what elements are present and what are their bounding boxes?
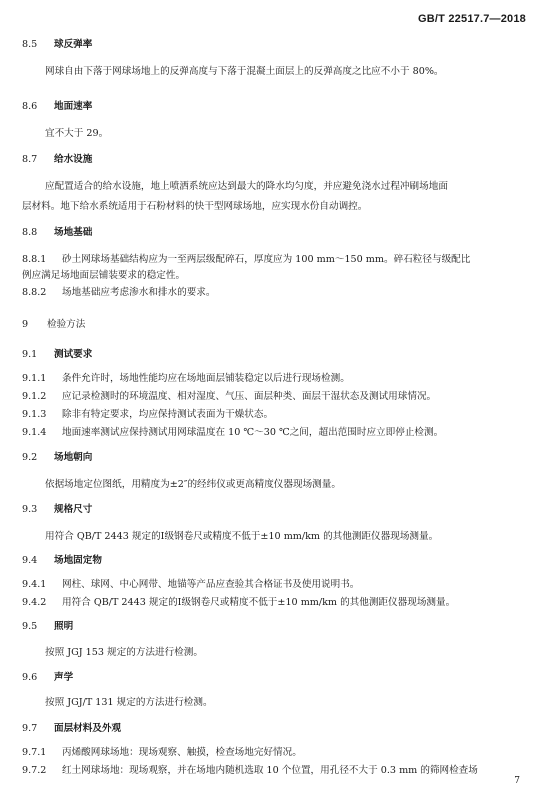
section-title: 场地基础: [54, 227, 93, 238]
section-title: 地面速率: [54, 101, 93, 112]
section-number: 9.5: [22, 621, 38, 632]
paragraph-text: 应配置适合的给水设施，地上喷洒系统应达到最大的降水均匀度，并应避免浇水过程冲刷场地面: [45, 181, 448, 192]
clause-text: 用符合 QB/T 2443 规定的Ⅰ级钢卷尺或精度不低于±10 mm/km 的其他测距仪器现场测量。: [62, 597, 456, 608]
section-number: 9.6: [22, 672, 38, 683]
section-number: 8.6: [22, 101, 38, 112]
chapter-number: 9: [22, 319, 29, 330]
clause-number: 8.8.2: [22, 287, 47, 298]
clause-text: 地面速率测试应保持测试用网球温度在 10 ℃～30 ℃之间，超出范围时应立即停止检测。: [62, 427, 444, 438]
clause-number: 9.7.1: [22, 747, 47, 758]
section-title: 给水设施: [54, 154, 93, 165]
page-number: 7: [514, 776, 520, 786]
section-number: 8.7: [22, 154, 38, 165]
paragraph-text: 按照 JGJ/T 131 规定的方法进行检测。: [45, 697, 213, 708]
paragraph-text: 依据场地定位图纸，用精度为±2″的经纬仪或更高精度仪器现场测量。: [45, 479, 341, 490]
paragraph-text: 网球自由下落于网球场地上的反弹高度与下落于混凝土面层上的反弹高度之比应不小于 80%。: [45, 66, 444, 77]
clause-number: 9.1.3: [22, 409, 47, 420]
paragraph-text: 用符合 QB/T 2443 规定的Ⅰ级钢卷尺或精度不低于±10 mm/km 的其他测距仪器现场测量。: [45, 531, 439, 542]
clause-text: 场地基础应考虑渗水和排水的要求。: [62, 287, 216, 298]
clause-text: 红土网球场地：现场观察，并在场地内随机选取 10 个位置，用孔径不大于 0.3 mm 的筛网检查场: [62, 765, 478, 776]
section-title: 测试要求: [54, 349, 93, 360]
section-title: 球反弹率: [54, 39, 93, 50]
chapter-title: 检验方法: [47, 319, 86, 330]
section-number: 9.1: [22, 349, 38, 360]
section-title: 场地固定物: [54, 555, 102, 566]
section-number: 8.5: [22, 39, 38, 50]
clause-number: 9.1.1: [22, 373, 47, 384]
clause-number: 9.7.2: [22, 765, 47, 776]
clause-text: 除非有特定要求，均应保持测试表面为干燥状态。: [62, 409, 274, 420]
section-title: 规格尺寸: [54, 504, 93, 515]
section-title: 照明: [54, 621, 74, 632]
clause-text: 应记录检测时的环境温度、相对湿度、气压、面层种类、面层干湿状态及测试用球情况。: [62, 391, 437, 402]
section-number: 9.7: [22, 723, 38, 734]
clause-number: 9.1.2: [22, 391, 47, 402]
clause-text: 网柱、球网、中心网带、地锚等产品应查验其合格证书及使用说明书。: [62, 579, 360, 590]
clause-number: 9.4.2: [22, 597, 47, 608]
clause-text: 丙烯酸网球场地：现场观察、触摸，检查场地完好情况。: [62, 747, 302, 758]
section-number: 8.8: [22, 227, 38, 238]
clause-number: 8.8.1: [22, 254, 47, 265]
page-header: GB/T 22517.7—2018: [418, 13, 526, 25]
clause-text: 砂土网球场基础结构应为一至两层级配碎石，厚度应为 100 mm～150 mm。碎石粒径与级配比: [62, 254, 471, 265]
clause-number: 9.4.1: [22, 579, 47, 590]
paragraph-text: 例应满足场地面层铺装要求的稳定性。: [22, 270, 186, 281]
paragraph-text: 宜不大于 29。: [45, 128, 109, 139]
section-number: 9.4: [22, 555, 38, 566]
paragraph-text: 层材料。地下给水系统适用于石粉材料的快干型网球场地，应实现水份自动调控。: [22, 201, 368, 212]
section-title: 场地朝向: [54, 452, 93, 463]
section-title: 面层材料及外观: [54, 723, 122, 734]
section-number: 9.3: [22, 504, 38, 515]
clause-text: 条件允许时，场地性能均应在场地面层铺装稳定以后进行现场检测。: [62, 373, 350, 384]
section-title: 声学: [54, 672, 74, 683]
paragraph-text: 按照 JGJ 153 规定的方法进行检测。: [45, 647, 203, 658]
section-number: 9.2: [22, 452, 38, 463]
clause-number: 9.1.4: [22, 427, 47, 438]
